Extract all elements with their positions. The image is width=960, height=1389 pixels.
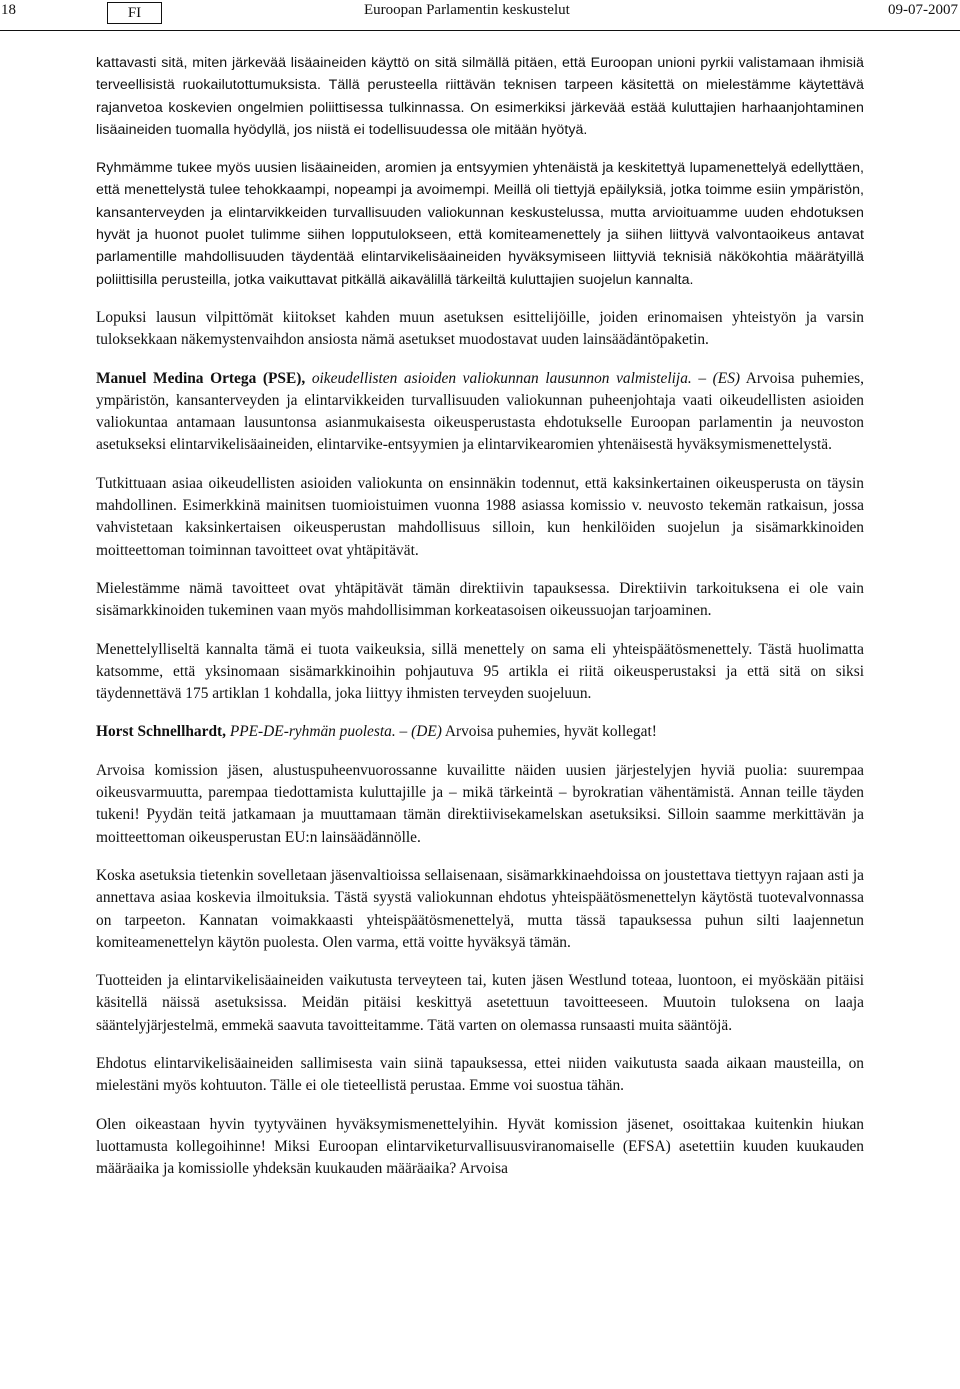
speaker-language: – (DE) — [399, 723, 442, 741]
paragraph: Lopuksi lausun vilpittömät kiitokset kahden muun asetuksen esittelijöille, joiden erinomaisen yhteistyön ja varsin tuloksekkaan näkemystenvaihdon ansiosta nämä asetukset muodostavat uuden lainsäädäntöpaketin. — [96, 308, 864, 349]
paragraph: Koska asetuksia tietenkin sovelletaan jäsenvaltioissa sellaisenaan, sisämarkkinaehdoissa on joustettava tiettyyn rajaan asti ja annettava asiaa koskevia ilmoituksia. Tästä syystä valiokunnan ehdotus yhteispäätösmenettelyn käytöstä tuotevalvonnassa on tarpeeton. Kannatan voimakkaasti yhteispäätösmenettelyä, mutta tässä tapauksessa puhun silti laajennetun komiteamenettelyn käytön puolesta. Olen varma, että voitte hyväksyä tämän. — [96, 866, 864, 951]
paragraph: Tuotteiden ja elintarvikelisäaineiden vaikutusta terveyteen tai, kuten jäsen Westlund toteaa, luontoon, ei myöskään pitäisi käsitellä näissä asetuksissa. Meidän pitäisi keskittyä asetettuun tavoitteeseen. Muutoin tuloksena on laaja sääntelyjärjestelmä, emmekä saavuta tavoitteitamme. Tätä varten on olemassa runsaasti muita sääntöjä. — [96, 972, 864, 1034]
document-title: Euroopan Parlamentin keskustelut — [364, 2, 570, 18]
paragraph: Tutkittuaan asiaa oikeudellisten asioiden valiokunta on ensinnäkin todennut, että kaksinkertainen oikeusperusta on täysin mahdollinen. Esimerkkinä mainitsen tuomioistuimen vuonna 1988 asiassa komissio v. neuvosto tekemän ratkaisun, jossa vahvistetaan kaksinkertaisen oikeusperustan mahdollisuus silloin, kun henkilöiden suojelun ja sisämarkkinoiden moitteettoman toiminnan tavoitteet ovat yhtäpitävät. — [96, 474, 864, 559]
paragraph: Arvoisa komission jäsen, alustuspuheenvuorossanne kuvailitte näiden uusien järjestelyjen hyviä puolia: suurempaa oikeusvarmuutta, parempaa tiedottamista kuluttajille ja – mikä tärkeintä – byrokratian vähentämistä. Annan teille täyden tukeni! Pyydän teitä jatkamaan ja muuttamaan tämän direktiivisekamelskan asetuksiksi. Silloin saamme merkittävän ja moitteettoman oikeusperustan EU:n lainsäädännölle. — [96, 761, 864, 846]
document-date: 09-07-2007 — [888, 2, 958, 18]
speaker-role: oikeudellisten asioiden valiokunnan lausunnon valmistelija. — [311, 369, 692, 387]
paragraph: Ehdotus elintarvikelisäaineiden sallimisesta vain siinä tapauksessa, ettei niiden vaikutusta saada aikaan mausteilla, on mielestäni myös kohtuuton. Tälle ei ole tieteellistä perustaa. Emme voi suostua tähän. — [96, 1054, 864, 1095]
language-badge: FI — [107, 2, 162, 24]
speech-opening: Arvoisa puhemies, ympäristön, kansanterveyden ja elintarvikkeiden turvallisuuden valiokunnan puheenjohtaja vaati oikeudellisten asioiden valiokuntaa antamaan lausuntonsa asianmukaisesta oikeusperustasta ehdotukselle Euroopan parlamentin ja neuvoston asetukseksi elintarvikelisäaineiden, elintarvike-entsyymien ja elintarvikearomien yhtenäisestä hyväksymismenettelystä. — [96, 369, 864, 454]
paragraph: Ryhmämme tukee myös uusien lisäaineiden, aromien ja entsyymien yhtenäistä ja keskitettyä lupamenettelyä edellyttäen, että menettelystä tulee tehokkaampi, nopeampi ja avoimempi. Meillä oli tiettyjä epäilyksiä, jotka toimme esiin ympäristön, kansanterveyden ja elintarvikkeiden turvallisuuden valiokunnan keskustelussa, mutta arvioituamme uuden ehdotuksen hyvät ja huonot puolet tulimme siihen lopputulokseen, että komiteamenettely ja siihen liittyvä valvontaoikeus antavat parlamentille mahdollisuuden täydentää elintarvikelisäaineiden hyväksymiseen liittyviä teknisiä näkökohtia määrätyillä poliittisilla perusteilla, jotka vaikuttavat pitkällä aikavälillä tärkeiltä kuluttajien suojelun kannalta. — [96, 160, 864, 288]
speaker-name: Manuel Medina Ortega (PSE), — [96, 369, 306, 387]
speaker-block — [96, 368, 864, 457]
page-header — [0, 0, 960, 30]
speaker-language: – (ES) — [698, 369, 741, 387]
document-body — [96, 52, 864, 1196]
speaker-block — [96, 721, 864, 743]
paragraph: Menettelylliseltä kannalta tämä ei tuota vaikeuksia, sillä menettely on sama eli yhteispäätösmenettely. Tästä huolimatta katsomme, että yksinomaan sisämarkkinoihin pohjautuva 95 artikla ei riitä oikeusperustaksi ja että sitä on siksi täydennettävä 175 artiklan 1 kohdalla, joka liittyy ihmisten terveyden suojeluun. — [96, 640, 864, 703]
paragraph: kattavasti sitä, miten järkevää lisäaineiden käyttö on sitä silmällä pitäen, että Euroopan unioni pyrkii valistamaan ihmisiä terveellisistä ruokailutottumuksista. Tällä perusteella riittävän teknisen tarpeen käsitettä on mielestämme käytettävä rajanvetoa koskevien ongelmien poliittisessa tulkinnassa. On esimerkiksi järkevää estää kuluttajien harhaanjohtaminen lisäaineiden tuomalla hyödyllä, jos niistä ei todellisuudessa ole mitään hyötyä. — [96, 55, 864, 138]
paragraph: Olen oikeastaan hyvin tyytyväinen hyväksymismenettelyihin. Hyvät komission jäsenet, osoittakaa kuitenkin hiukan luottamusta kollegoihinne! Miksi Euroopan elintarviketurvallisuusviranomaiselle (EFSA) asetettiin kuuden kuukauden määräaika ja komissiolle yhdeksän kuukauden määräaika? Arvoisa — [96, 1115, 864, 1178]
page-number: 18 — [1, 2, 16, 18]
speaker-role: PPE-DE-ryhmän puolesta. — [229, 723, 396, 741]
speaker-name: Horst Schnellhardt, — [96, 723, 226, 741]
header-divider — [0, 30, 960, 31]
paragraph: Mielestämme nämä tavoitteet ovat yhtäpitävät tämän direktiivin tapauksessa. Direktiivin tarkoituksena ei ole vain sisämarkkinoiden tukeminen vaan myös mahdollisimman korkeatasoisen oikeussuojan tarjoaminen. — [96, 579, 864, 620]
speech-opening: Arvoisa puhemies, hyvät kollegat! — [444, 723, 657, 741]
